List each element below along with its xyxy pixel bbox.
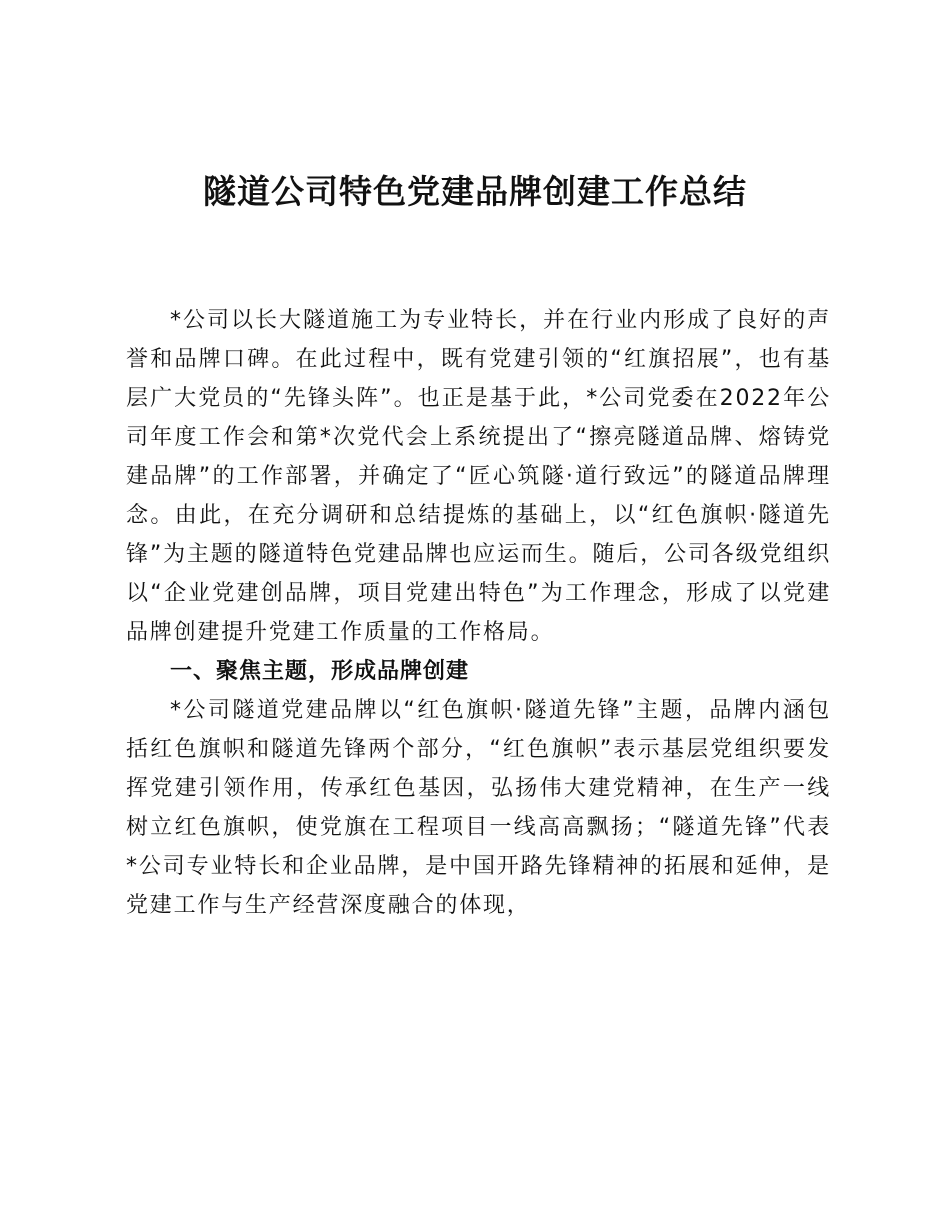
document-body [126,301,831,925]
section-heading-1: 一、聚焦主题，形成品牌创建 [170,659,470,684]
document-title: 隧道公司特色党建品牌创建工作总结 [203,172,747,211]
section-1-paragraph: *公司隧道党建品牌以“红色旗帜·隧道先锋”主题，品牌内涵包括红色旗帜和隧道先锋两个部分，“红色旗帜”表示基层党组织要发挥党建引领作用，传承红色基因，弘扬伟大建党精神，在生产一线树立红色旗帜，使党旗在工程项目一线高高飘扬；“隧道先锋”代表*公司专业特长和企业品牌，是中国开路先锋精神的拓展和延伸，是党建工作与生产经营深度融合的体现， [126,698,831,918]
intro-paragraph: *公司以长大隧道施工为专业特长，并在行业内形成了良好的声誉和品牌口碑。在此过程中，既有党建引领的“红旗招展”，也有基层广大党员的“先锋头阵”。也正是基于此，*公司党委在2022年公司年度工作会和第*次党代会上系统提出了“擦亮隧道品牌、熔铸党建品牌”的工作部署，并确定了“匠心筑隧·道行致远”的隧道品牌理念。由此，在充分调研和总结提炼的基础上，以“红色旗帜·隧道先锋”为主题的隧道特色党建品牌也应运而生。随后，公司各级党组织以“企业党建创品牌，项目党建出特色”为工作理念，形成了以党建品牌创建提升党建工作质量的工作格局。 [126,308,831,645]
